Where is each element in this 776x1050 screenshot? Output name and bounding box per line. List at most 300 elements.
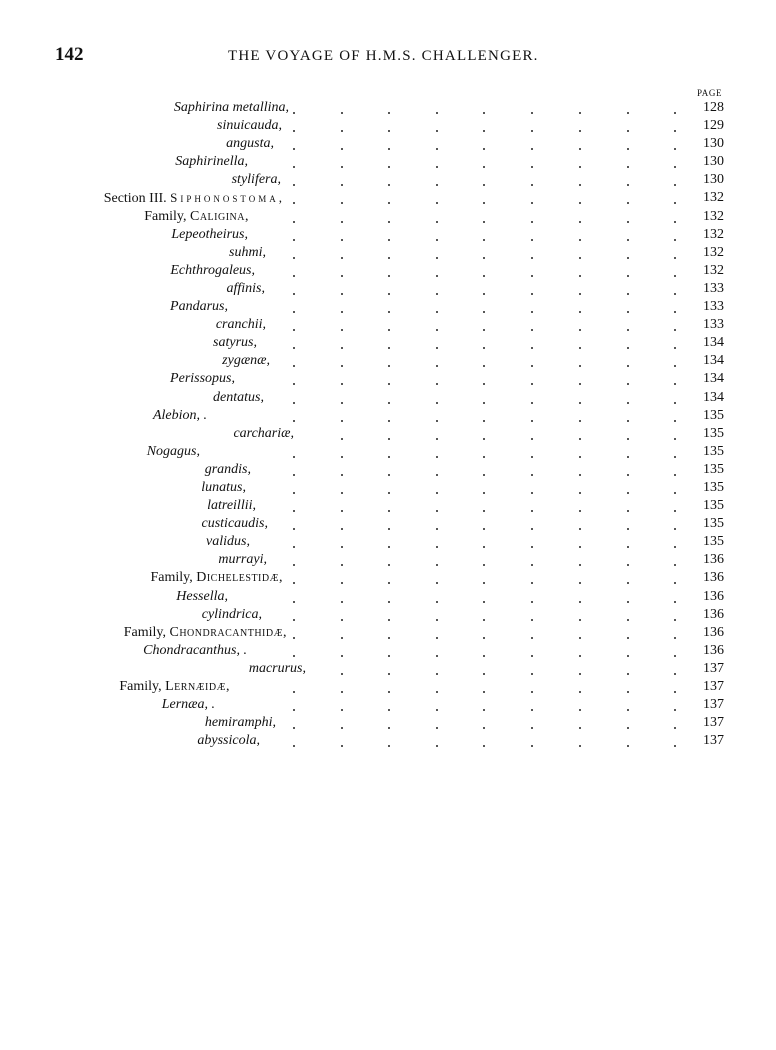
entry-name	[119, 678, 230, 696]
leader-dot	[579, 474, 581, 476]
leader-dot	[674, 438, 676, 440]
leader-dot	[531, 438, 533, 440]
leader-dot	[483, 202, 485, 204]
leader-dot	[579, 329, 581, 331]
leader-dot	[531, 311, 533, 313]
leader-dot	[627, 637, 629, 639]
leader-dot	[531, 546, 533, 548]
entry-page-number: 130	[703, 172, 724, 188]
index-entry	[0, 334, 776, 352]
leader-dot	[627, 221, 629, 223]
leader-dot	[483, 456, 485, 458]
leader-dot	[531, 275, 533, 277]
leader-dot	[341, 745, 343, 747]
leader-dot	[436, 655, 438, 657]
entry-name: affinis,	[226, 280, 265, 296]
index-entry	[0, 461, 776, 479]
leader-dot	[293, 745, 295, 747]
entry-page-number: 133	[703, 280, 724, 296]
entry-name: custicaudis,	[201, 516, 268, 532]
leader-dot	[674, 727, 676, 729]
leader-dot	[483, 727, 485, 729]
leader-dot	[531, 619, 533, 621]
leader-dot	[388, 130, 390, 132]
index-entry	[0, 696, 776, 714]
leader-dot	[483, 275, 485, 277]
leader-dot	[341, 601, 343, 603]
leader-dot	[674, 492, 676, 494]
leader-dot	[579, 257, 581, 259]
index-entry	[0, 678, 776, 696]
leader-dot	[483, 655, 485, 657]
leader-dot	[627, 365, 629, 367]
entry-page-number: 132	[703, 244, 724, 260]
leader-dot	[627, 582, 629, 584]
entry-page-number: 135	[703, 461, 724, 477]
leader-dot	[579, 166, 581, 168]
leader-dot	[293, 202, 295, 204]
leader-dot	[531, 745, 533, 747]
leader-dot	[483, 745, 485, 747]
leader-dot	[388, 383, 390, 385]
leader-dot	[579, 130, 581, 132]
leader-dot	[293, 637, 295, 639]
index-entry	[0, 515, 776, 533]
leader-dot	[579, 275, 581, 277]
leader-dot	[388, 365, 390, 367]
leader-dot	[483, 510, 485, 512]
leader-dot	[531, 347, 533, 349]
leader-dot	[627, 528, 629, 530]
leader-dot	[579, 383, 581, 385]
leader-dot	[531, 492, 533, 494]
leader-dot	[674, 637, 676, 639]
entry-name: cylindrica,	[201, 606, 262, 622]
leader-dot	[483, 420, 485, 422]
entry-name: Pandarus,	[170, 299, 228, 315]
leader-dot	[341, 202, 343, 204]
leader-dot	[627, 347, 629, 349]
leader-dot	[388, 673, 390, 675]
entry-page-number: 132	[703, 262, 724, 278]
leader-dot	[436, 510, 438, 512]
leader-dot	[627, 275, 629, 277]
leader-dot	[388, 582, 390, 584]
leader-dot	[674, 166, 676, 168]
leader-dot	[388, 745, 390, 747]
leader-dot	[483, 619, 485, 621]
leader-dot	[627, 257, 629, 259]
entry-page-number: 136	[703, 642, 724, 658]
entry-name: grandis,	[204, 461, 251, 477]
index-entry	[0, 588, 776, 606]
leader-dot	[627, 564, 629, 566]
leader-dot	[436, 691, 438, 693]
leader-dot	[579, 745, 581, 747]
leader-dot	[674, 745, 676, 747]
leader-dot	[627, 474, 629, 476]
leader-dot	[293, 311, 295, 313]
leader-dot	[483, 112, 485, 114]
leader-dot	[293, 709, 295, 711]
leader-dot	[627, 311, 629, 313]
leader-dot	[341, 564, 343, 566]
leader-dot	[436, 546, 438, 548]
leader-dot	[436, 402, 438, 404]
leader-dot	[388, 166, 390, 168]
leader-dot	[436, 311, 438, 313]
leader-dot	[579, 293, 581, 295]
leader-dot	[436, 745, 438, 747]
index-entry	[0, 425, 776, 443]
leader-dot	[579, 546, 581, 548]
entry-name: Perissopus,	[170, 371, 235, 387]
leader-dot	[627, 619, 629, 621]
leader-dot	[388, 510, 390, 512]
leader-dot	[483, 474, 485, 476]
index-entry	[0, 316, 776, 334]
leader-dot	[674, 239, 676, 241]
leader-dot	[341, 420, 343, 422]
leader-dot	[674, 112, 676, 114]
entry-prefix: Family,	[150, 570, 197, 586]
entry-name: Chondracanthus, .	[143, 642, 247, 658]
leader-dot	[388, 112, 390, 114]
index-entry	[0, 624, 776, 642]
leader-dot	[341, 383, 343, 385]
index-entry	[0, 280, 776, 298]
leader-dot	[293, 148, 295, 150]
leader-dot	[293, 365, 295, 367]
leader-dot	[341, 257, 343, 259]
index-entry	[0, 714, 776, 732]
leader-dot	[674, 202, 676, 204]
leader-dot	[627, 456, 629, 458]
leader-dot	[341, 329, 343, 331]
leader-dot	[674, 564, 676, 566]
leader-dot	[293, 691, 295, 693]
entry-page-number: 132	[703, 208, 724, 224]
leader-dot	[293, 582, 295, 584]
entry-name: satyrus,	[213, 335, 257, 351]
leader-dot	[579, 420, 581, 422]
leader-dot	[341, 184, 343, 186]
leader-dot	[483, 311, 485, 313]
leader-dot	[531, 456, 533, 458]
entry-page-number: 137	[703, 733, 724, 749]
leader-dot	[674, 184, 676, 186]
leader-dot	[674, 275, 676, 277]
leader-dot	[436, 474, 438, 476]
leader-dot	[341, 239, 343, 241]
leader-dot	[483, 239, 485, 241]
leader-dot	[483, 601, 485, 603]
leader-dot	[483, 221, 485, 223]
index-entry	[0, 370, 776, 388]
index-entry	[0, 443, 776, 461]
leader-dot	[531, 727, 533, 729]
leader-dot	[293, 239, 295, 241]
entry-title: Siphonostoma,	[170, 190, 285, 206]
entry-name	[150, 569, 283, 587]
leader-dot	[293, 221, 295, 223]
leader-dot	[483, 184, 485, 186]
entry-page-number: 136	[703, 552, 724, 568]
entry-page-number: 135	[703, 516, 724, 532]
leader-dot	[483, 166, 485, 168]
leader-dot	[627, 601, 629, 603]
leader-dot	[579, 456, 581, 458]
entry-page-number: 132	[703, 190, 724, 206]
entry-page-number: 133	[703, 299, 724, 315]
leader-dot	[436, 365, 438, 367]
entry-page-number: 135	[703, 425, 724, 441]
leader-dot	[579, 239, 581, 241]
leader-dot	[674, 420, 676, 422]
leader-dot	[388, 546, 390, 548]
entry-name: validus,	[206, 534, 250, 550]
leader-dot	[579, 365, 581, 367]
leader-dot	[341, 347, 343, 349]
leader-dot	[531, 691, 533, 693]
leader-dot	[627, 709, 629, 711]
entry-name: zygænæ,	[222, 353, 270, 369]
entry-page-number: 137	[703, 697, 724, 713]
leader-dot	[341, 365, 343, 367]
leader-dot	[436, 221, 438, 223]
leader-dot	[388, 474, 390, 476]
leader-dot	[674, 221, 676, 223]
leader-dot	[674, 582, 676, 584]
leader-dot	[341, 456, 343, 458]
entry-name: murrayi,	[218, 552, 267, 568]
entry-name: stylifera,	[231, 172, 281, 188]
leader-dot	[341, 709, 343, 711]
leader-dot	[436, 112, 438, 114]
leader-dot	[341, 148, 343, 150]
leader-dot	[674, 402, 676, 404]
leader-dot	[579, 637, 581, 639]
leader-dot	[293, 564, 295, 566]
index-entry	[0, 99, 776, 117]
leader-dot	[483, 148, 485, 150]
running-head: THE VOYAGE OF H.M.S. CHALLENGER.	[228, 48, 539, 64]
leader-dot	[531, 257, 533, 259]
entry-title: Caligina,	[190, 208, 249, 224]
leader-dot	[388, 293, 390, 295]
entry-prefix: Section III.	[103, 191, 171, 207]
entry-name	[124, 624, 287, 642]
leader-dot	[674, 148, 676, 150]
entry-name	[104, 189, 285, 208]
index-entry	[0, 389, 776, 407]
leader-dot	[674, 691, 676, 693]
leader-dot	[627, 492, 629, 494]
entry-name: angusta,	[226, 136, 274, 152]
entry-name: latreillii,	[207, 498, 256, 514]
leader-dot	[436, 166, 438, 168]
leader-dot	[388, 257, 390, 259]
leader-dot	[531, 148, 533, 150]
leader-dot	[579, 564, 581, 566]
leader-dot	[388, 221, 390, 223]
leader-dot	[674, 257, 676, 259]
index-entry	[0, 660, 776, 678]
leader-dot	[341, 221, 343, 223]
leader-dot	[436, 673, 438, 675]
leader-dot	[341, 510, 343, 512]
leader-dot	[579, 221, 581, 223]
leader-dot	[531, 184, 533, 186]
entry-prefix: Family,	[144, 208, 190, 224]
leader-dot	[436, 383, 438, 385]
leader-dot	[579, 148, 581, 150]
leader-dot	[579, 691, 581, 693]
leader-dot	[293, 275, 295, 277]
index-entry	[0, 569, 776, 587]
leader-dot	[341, 293, 343, 295]
leader-dot	[579, 601, 581, 603]
leader-dot	[627, 546, 629, 548]
entry-prefix: Family,	[119, 679, 166, 694]
leader-dot	[579, 112, 581, 114]
leader-dot	[579, 528, 581, 530]
entry-page-number: 136	[703, 588, 724, 604]
entry-name: Saphirinella,	[175, 154, 248, 170]
leader-dot	[674, 365, 676, 367]
leader-dot	[579, 510, 581, 512]
leader-dot	[531, 239, 533, 241]
leader-dot	[436, 239, 438, 241]
index-entry	[0, 497, 776, 515]
leader-dot	[436, 420, 438, 422]
entry-name: Alebion, .	[152, 407, 207, 423]
leader-dot	[388, 438, 390, 440]
entry-name: Echthrogaleus,	[170, 262, 255, 278]
index-entry	[0, 642, 776, 660]
page-column-label: PAGE	[697, 88, 723, 98]
entry-name: suhmi,	[229, 244, 266, 260]
leader-dot	[388, 709, 390, 711]
entry-page-number: 137	[703, 715, 724, 731]
leader-dot	[531, 582, 533, 584]
index-entry	[0, 153, 776, 171]
leader-dot	[627, 727, 629, 729]
leader-dot	[531, 420, 533, 422]
leader-dot	[341, 311, 343, 313]
entry-page-number: 135	[703, 534, 724, 550]
entry-page-number: 133	[703, 317, 724, 333]
entry-page-number: 128	[703, 100, 724, 115]
leader-dot	[627, 239, 629, 241]
index-entry	[0, 262, 776, 280]
leader-dot	[531, 655, 533, 657]
leader-dot	[531, 329, 533, 331]
entry-page-number: 132	[703, 226, 724, 242]
leader-dot	[627, 691, 629, 693]
index-entry	[0, 135, 776, 153]
leader-dot	[483, 582, 485, 584]
leader-dot	[579, 582, 581, 584]
leader-dot	[388, 492, 390, 494]
entry-page-number: 135	[703, 479, 724, 495]
leader-dot	[483, 528, 485, 530]
leader-dot	[674, 130, 676, 132]
entry-page-number: 134	[703, 335, 724, 351]
entry-page-number: 136	[703, 624, 724, 640]
leader-dot	[293, 474, 295, 476]
leader-dot	[483, 546, 485, 548]
leader-dot	[436, 456, 438, 458]
entry-name: carchariæ,	[233, 425, 294, 441]
leader-dot	[531, 474, 533, 476]
leader-dot	[579, 492, 581, 494]
leader-dot	[436, 582, 438, 584]
leader-dot	[627, 329, 629, 331]
leader-dot	[531, 564, 533, 566]
entry-name: Nogagus,	[146, 443, 200, 459]
leader-dot	[293, 329, 295, 331]
leader-dot	[293, 727, 295, 729]
leader-dot	[579, 184, 581, 186]
leader-dot	[674, 528, 676, 530]
leader-dot	[627, 510, 629, 512]
leader-dot	[388, 275, 390, 277]
leader-dot	[293, 383, 295, 385]
leader-dot	[627, 673, 629, 675]
entry-page-number: 137	[703, 660, 724, 676]
entry-page-number: 130	[703, 154, 724, 170]
leader-dot	[388, 691, 390, 693]
entry-name: abyssicola,	[197, 733, 260, 749]
index-entry	[0, 352, 776, 370]
leader-dot	[674, 311, 676, 313]
leader-dot	[388, 239, 390, 241]
leader-dot	[627, 383, 629, 385]
leader-dot	[293, 166, 295, 168]
leader-dot	[579, 619, 581, 621]
leader-dot	[531, 402, 533, 404]
index-entry	[0, 208, 776, 226]
leader-dot	[483, 673, 485, 675]
leader-dot	[341, 438, 343, 440]
leader-dot	[436, 528, 438, 530]
leader-dot	[436, 601, 438, 603]
leader-dot	[388, 402, 390, 404]
entry-title: Lernæidæ,	[165, 679, 230, 694]
leader-dot	[436, 257, 438, 259]
leader-dot	[388, 564, 390, 566]
leader-dot	[436, 202, 438, 204]
leader-dot	[388, 329, 390, 331]
leader-dot	[341, 727, 343, 729]
leader-dot	[674, 347, 676, 349]
leader-dot	[388, 655, 390, 657]
leader-dot	[483, 257, 485, 259]
entry-page-number: 137	[703, 679, 724, 694]
leader-dot	[341, 166, 343, 168]
leader-dot	[436, 329, 438, 331]
entry-page-number: 130	[703, 136, 724, 152]
leader-dot	[674, 474, 676, 476]
leader-dot	[388, 420, 390, 422]
entry-page-number: 136	[703, 606, 724, 622]
leader-dot	[341, 691, 343, 693]
leader-dot	[579, 709, 581, 711]
leader-dot	[388, 619, 390, 621]
leader-dot	[388, 202, 390, 204]
leader-dot	[627, 293, 629, 295]
